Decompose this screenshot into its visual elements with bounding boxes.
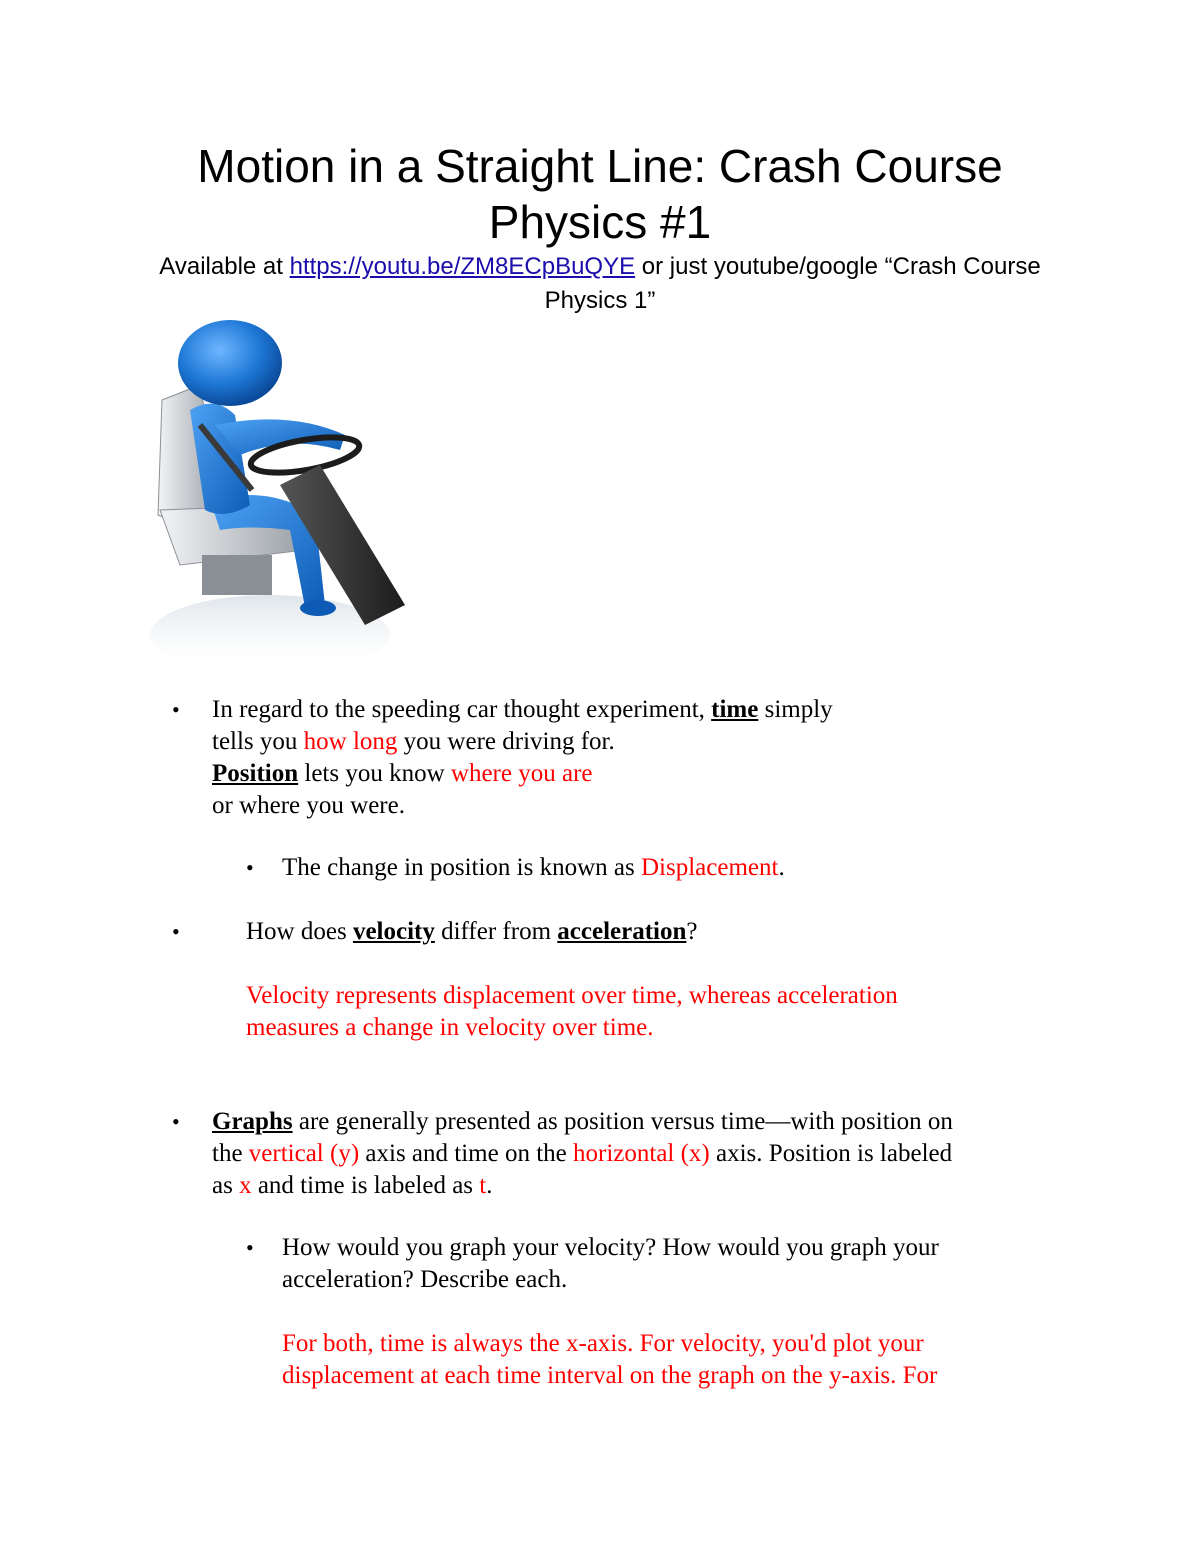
text: How does [246, 918, 353, 945]
text: In regard to the speeding car thought experiment, [212, 696, 712, 723]
paragraph-line [212, 694, 833, 726]
paragraph-line [282, 852, 785, 884]
text: . [778, 854, 785, 881]
paragraph-line [246, 916, 898, 948]
text: . [486, 1172, 493, 1199]
subtitle-suffix: or just youtube/google “Crash Course [635, 253, 1041, 280]
bullet-marker: • [246, 855, 254, 880]
term-position: Position [212, 760, 299, 787]
bullet-marker: • [172, 1109, 180, 1134]
bullet-marker: • [246, 1235, 254, 1260]
answer-line: Velocity represents displacement over time, whereas acceleration [246, 982, 898, 1009]
term-acceleration: acceleration [557, 918, 687, 945]
subtitle-prefix: Available at [159, 253, 290, 280]
text: The change in position is known as [282, 854, 641, 881]
section-time-position [212, 694, 833, 822]
video-link[interactable]: https://youtu.be/ZM8ECpBuQYE [289, 253, 636, 280]
term-time: time [711, 696, 759, 723]
text: differ from [434, 918, 558, 945]
answer-vertical-y: vertical (y) [248, 1140, 360, 1167]
paragraph-line [212, 1138, 953, 1170]
text: you were driving for. [397, 728, 615, 755]
answer-where-you-are: where you are [450, 760, 593, 787]
text: tells you [212, 728, 304, 755]
paragraph-line [212, 758, 833, 790]
paragraph-line [212, 726, 833, 758]
answer-line: For both, time is always the x-axis. For velocity, you'd plot your [282, 1330, 924, 1357]
page-title [0, 138, 1200, 250]
bullet-marker: • [172, 697, 180, 722]
text: lets you know [298, 760, 451, 787]
paragraph-line: or where you were. [212, 792, 405, 819]
answer-line: measures a change in velocity over time. [246, 1014, 654, 1041]
text: ? [686, 918, 698, 945]
subtitle-line-1 [0, 250, 1200, 284]
term-graphs: Graphs [212, 1108, 293, 1135]
text: axis and time on the [359, 1140, 573, 1167]
driver-figure-icon [140, 315, 430, 675]
text: axis. Position is labeled [709, 1140, 953, 1167]
text: the [212, 1140, 249, 1167]
section-velocity-question [246, 916, 898, 1044]
paragraph-line: How would you graph your velocity? How would you graph your [282, 1234, 939, 1261]
page-subtitle [0, 250, 1200, 318]
section-graph-question [282, 1232, 939, 1392]
answer-x: x [239, 1172, 252, 1199]
paragraph-line [212, 1170, 953, 1202]
term-velocity: velocity [352, 918, 435, 945]
bullet-marker: • [172, 919, 180, 944]
paragraph-line [212, 1106, 953, 1138]
answer-horizontal-x: horizontal (x) [573, 1140, 710, 1167]
answer-line: displacement at each time interval on the graph on the y-axis. For [282, 1362, 938, 1389]
text: simply [758, 696, 833, 723]
section-displacement [282, 852, 785, 884]
title-line-2: Physics #1 [488, 196, 712, 248]
answer-how-long: how long [303, 728, 398, 755]
title-line-1: Motion in a Straight Line: Crash Course [197, 140, 1003, 192]
section-graphs [212, 1106, 953, 1202]
text: as [212, 1172, 240, 1199]
answer-t: t [479, 1172, 487, 1199]
paragraph-line: acceleration? Describe each. [282, 1266, 568, 1293]
subtitle-line-2: Physics 1” [544, 287, 656, 314]
text: and time is labeled as [251, 1172, 480, 1199]
answer-displacement: Displacement [640, 854, 779, 881]
text: are generally presented as position versus time—with position on [292, 1108, 953, 1135]
